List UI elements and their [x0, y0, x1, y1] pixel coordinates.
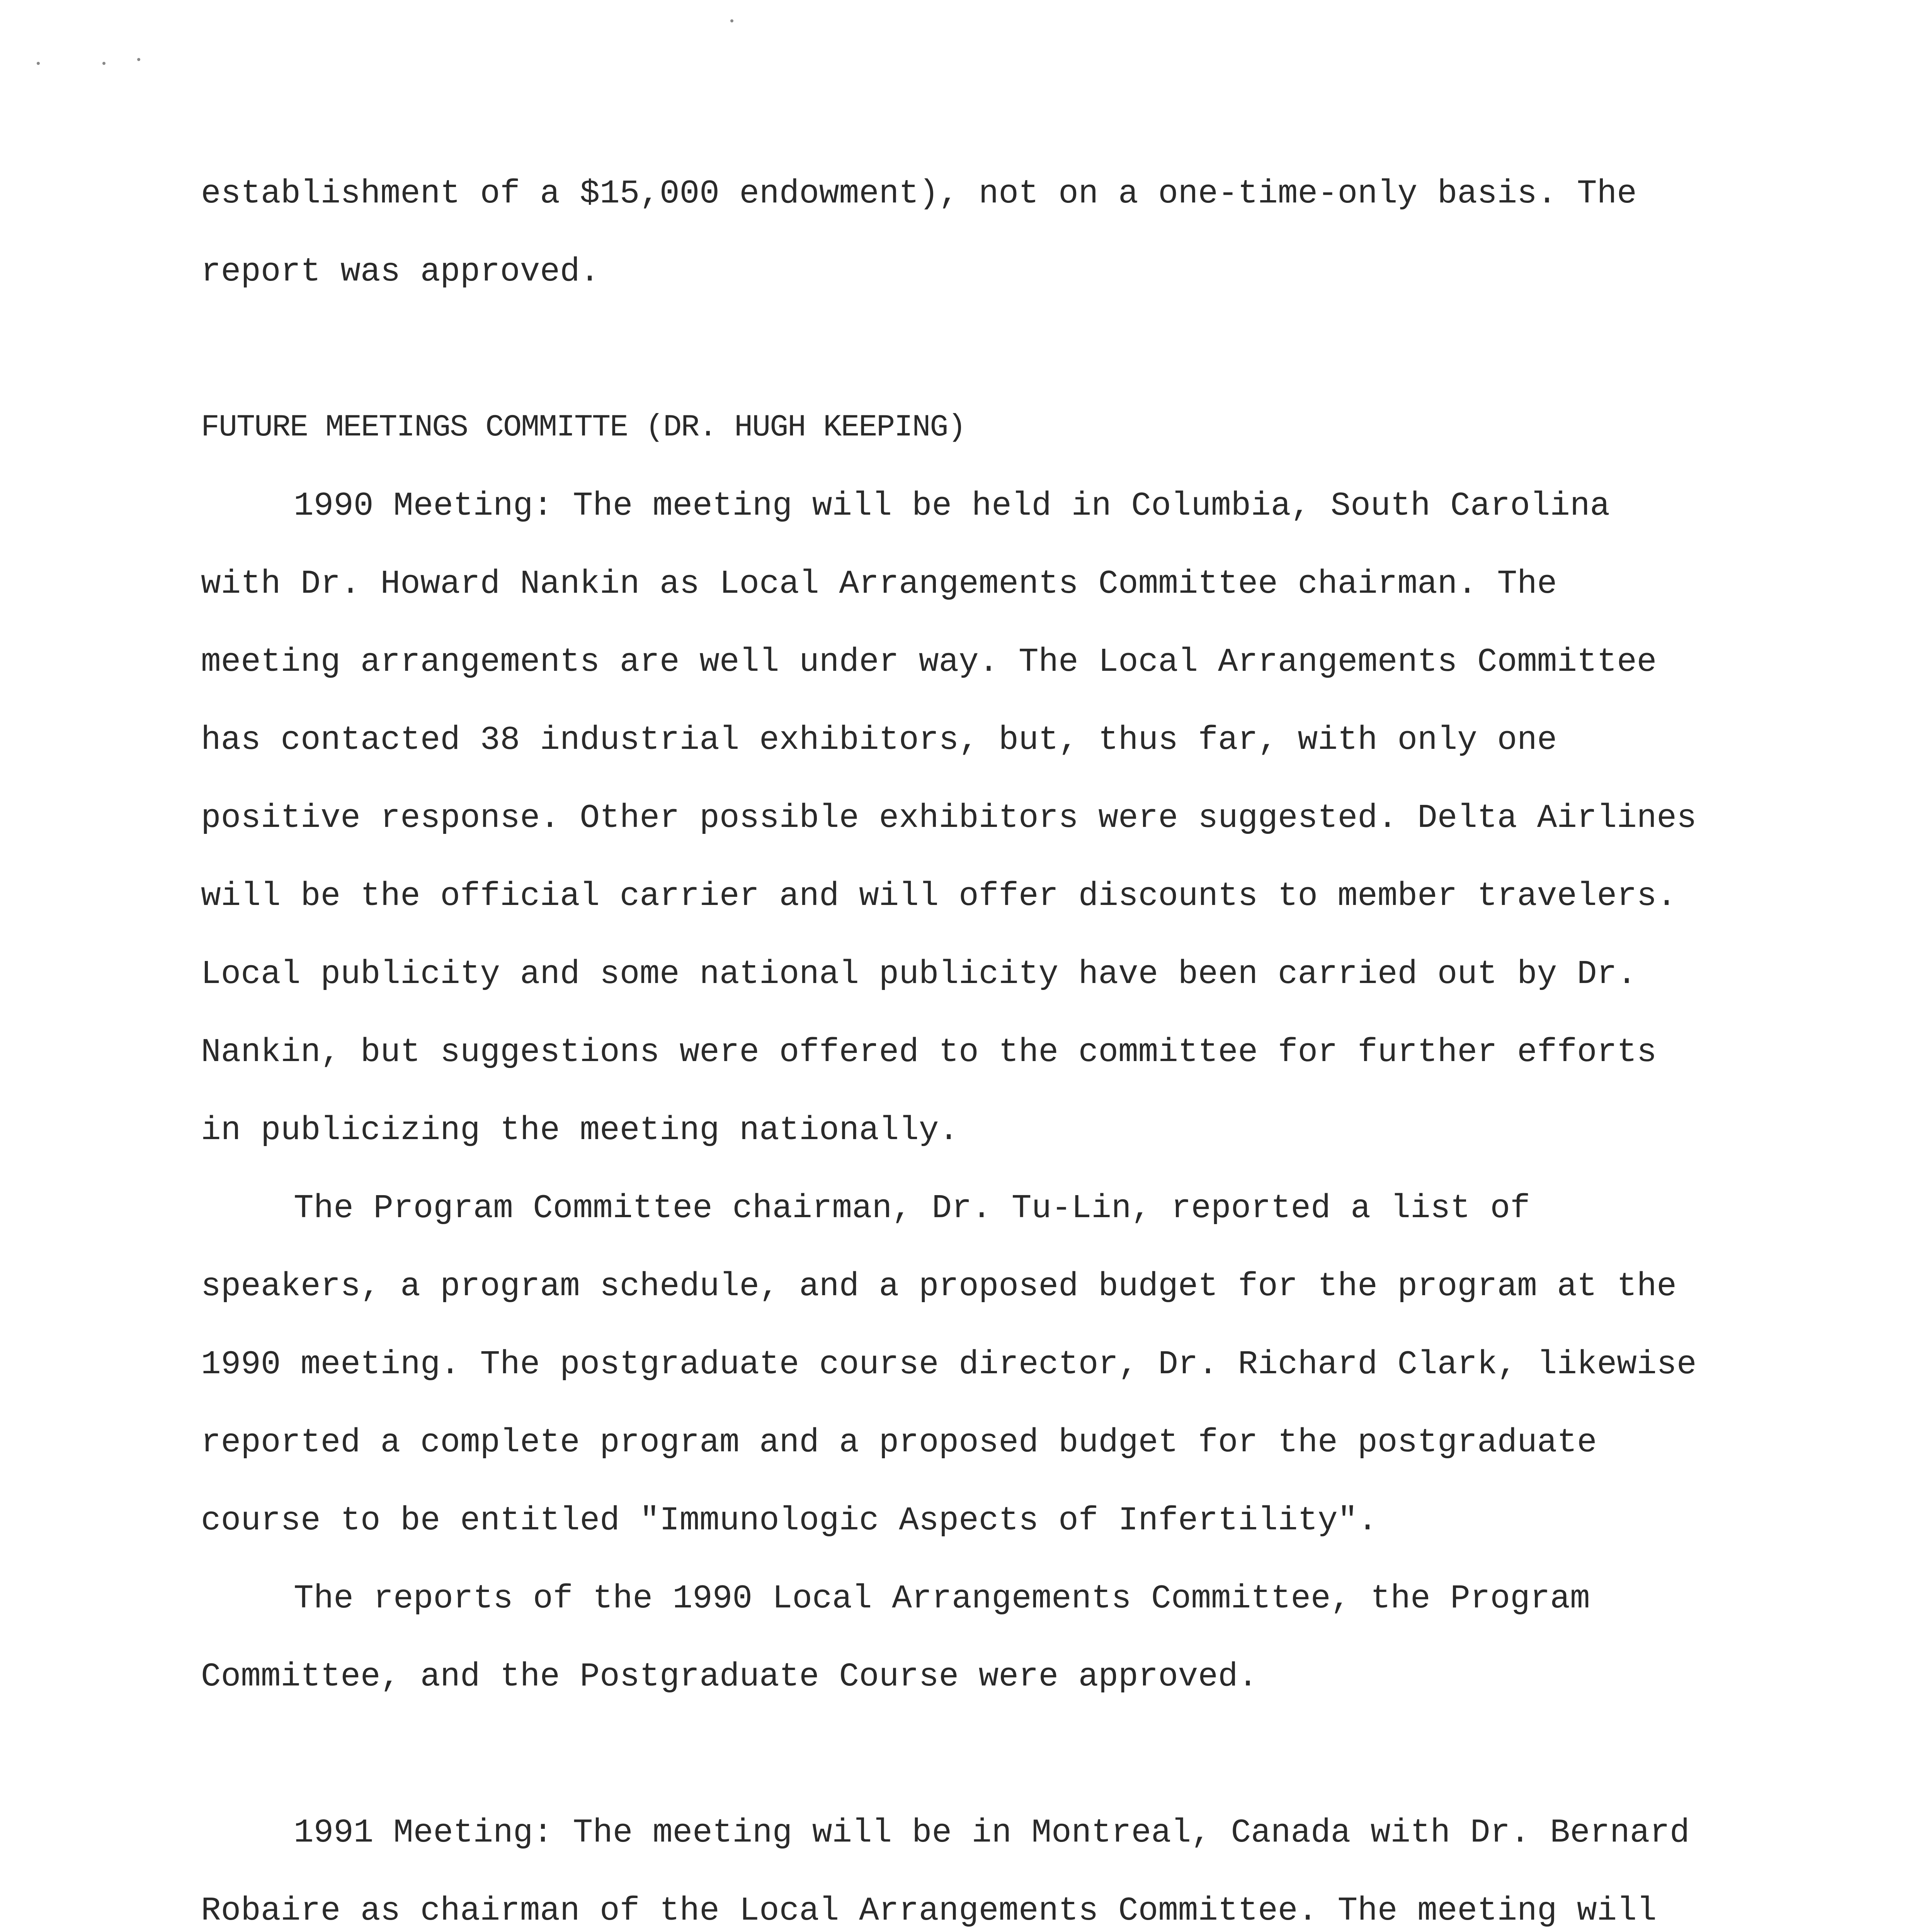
paragraph-1991-meeting: 1991 Meeting: The meeting will be in Montreal, Canada with Dr. Bernard Robaire as chairman of the Local Arrangements Committee. The meeting will	[201, 1814, 1690, 1930]
section-heading: FUTURE MEETINGS COMMITTE (DR. HUGH KEEPING)	[201, 410, 966, 445]
spacer	[201, 311, 1700, 389]
spacer	[201, 1716, 1700, 1794]
scan-speck	[730, 19, 733, 22]
body-text	[201, 155, 1700, 1932]
paragraph-endowment: establishment of a $15,000 endowment), not on a one-time-only basis. The report was approved.	[201, 175, 1637, 291]
scan-speck	[37, 62, 40, 65]
scan-speck	[102, 62, 105, 65]
paragraph-1990-meeting: 1990 Meeting: The meeting will be held in Columbia, South Carolina with Dr. Howard Nankin as Local Arrangements Committee chairman. The meeting arrangements are well under way. The Local Arrangements Committee has contacted 38 industrial exhibitors, but, thus far, with only one positive response. Other possible exhibitors were suggested. Delta Airlines will be the official carrier and will offer discounts to member travelers. Local publicity and some national publicity have been carried out by Dr. Nankin, but suggestions were offered to the committee for further efforts in publicizing the meeting nationally.	[201, 487, 1697, 1149]
paragraph-program-committee: The Program Committee chairman, Dr. Tu-Lin, reported a list of speakers, a program schedule, and a proposed budget for the program at the 1990 meeting. The postgraduate course director, Dr. Richard Clark, likewise reported a complete program and a proposed budget for the postgraduate course to be entitled "Immunologic Aspects of Infertility".	[201, 1189, 1697, 1539]
scan-speck	[137, 58, 140, 61]
paragraph-reports-approved: The reports of the 1990 Local Arrangements Committee, the Program Committee, and the Postgraduate Course were approved.	[201, 1580, 1590, 1696]
